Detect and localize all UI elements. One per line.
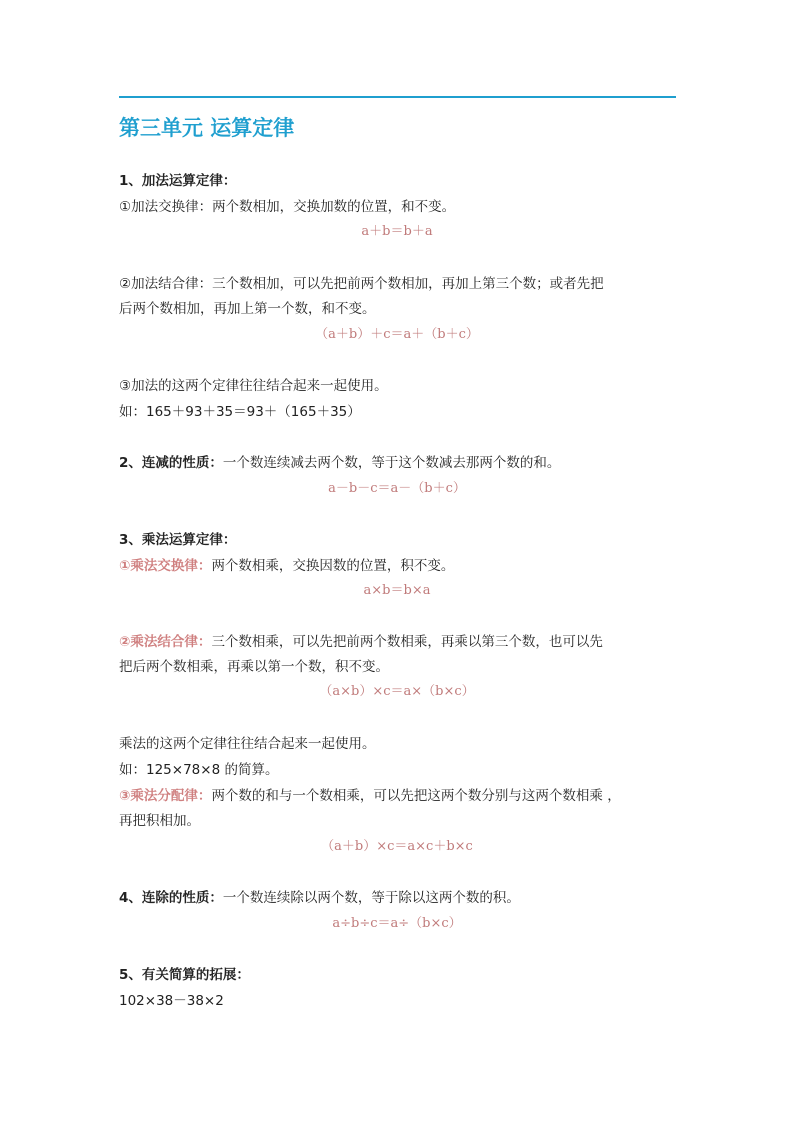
multiplication-associative-text-2: 把后两个数相乘，再乘以第一个数，积不变。: [119, 659, 389, 675]
distributive-law-name: ③乘法分配律：: [119, 788, 212, 804]
section-5-heading: 5、有关简算的拓展：: [119, 967, 250, 983]
consecutive-subtraction-formula: a－b－c＝a－（b＋c）: [328, 481, 466, 496]
consecutive-division-formula: a÷b÷c＝a÷（b×c）: [332, 916, 462, 931]
distributive-law-text-2: 再把积相加。: [119, 813, 200, 829]
section-4-heading: 4、连除的性质：: [119, 890, 223, 906]
distributive-law-formula: （a＋b）×c＝a×c＋b×c: [321, 839, 473, 854]
multiplication-commutative-name: ①乘法交换律：: [119, 558, 212, 574]
addition-commutative-law: ①加法交换律：两个数相加，交换加数的位置，和不变。: [119, 199, 456, 215]
multiplication-commutative-line: [119, 556, 454, 576]
multiplication-associative-text-1: 三个数相乘，可以先把前两个数相乘，再乘以第三个数，也可以先: [211, 634, 603, 650]
multiplication-example: 如：125×78×8 的简算。: [119, 762, 279, 778]
multiplication-commutative-formula: a×b＝b×a: [363, 583, 431, 598]
section-2-heading: 2、连减的性质：: [119, 455, 223, 471]
consecutive-subtraction-text: 一个数连续减去两个数，等于这个数减去那两个数的和。: [222, 455, 561, 471]
multiplication-associative-formula: （a×b）×c＝a×（b×c）: [319, 684, 475, 699]
title-rule: [119, 96, 676, 98]
section-1-heading: 1、加法运算定律：: [119, 173, 237, 189]
addition-associative-law-line-2: 后两个数相加，再加上第一个数，和不变。: [119, 301, 376, 317]
distributive-law-text-1: 两个数的和与一个数相乘，可以先把这两个数分别与这两个数相乘 ，: [211, 788, 621, 804]
multiplication-laws-note: 乘法的这两个定律往往结合起来一起使用。: [119, 736, 376, 752]
consecutive-division-text: 一个数连续除以两个数，等于除以这两个数的积。: [222, 890, 520, 906]
simplification-example: 102×38－38×2: [119, 993, 224, 1009]
addition-commutative-formula: a＋b＝b＋a: [361, 224, 433, 239]
page-title: 第三单元 运算定律: [119, 116, 295, 140]
multiplication-associative-name: ②乘法结合律：: [119, 634, 212, 650]
section-3-heading: 3、乘法运算定律：: [119, 532, 237, 548]
section-2-line: [119, 453, 560, 473]
addition-example: 如：165＋93＋35＝93＋（165＋35）: [119, 404, 361, 420]
section-4-line: [119, 888, 520, 908]
addition-associative-formula: （a＋b）＋c＝a＋（b＋c）: [315, 327, 479, 342]
addition-associative-law-line-1: ②加法结合律：三个数相加，可以先把前两个数相加，再加上第三个数；或者先把: [119, 276, 604, 292]
addition-laws-note: ③加法的这两个定律往往结合起来一起使用。: [119, 378, 388, 394]
multiplication-commutative-text: 两个数相乘，交换因数的位置，积不变。: [211, 558, 455, 574]
multiplication-associative-line-1: [119, 632, 603, 652]
distributive-law-line-1: [119, 786, 621, 806]
